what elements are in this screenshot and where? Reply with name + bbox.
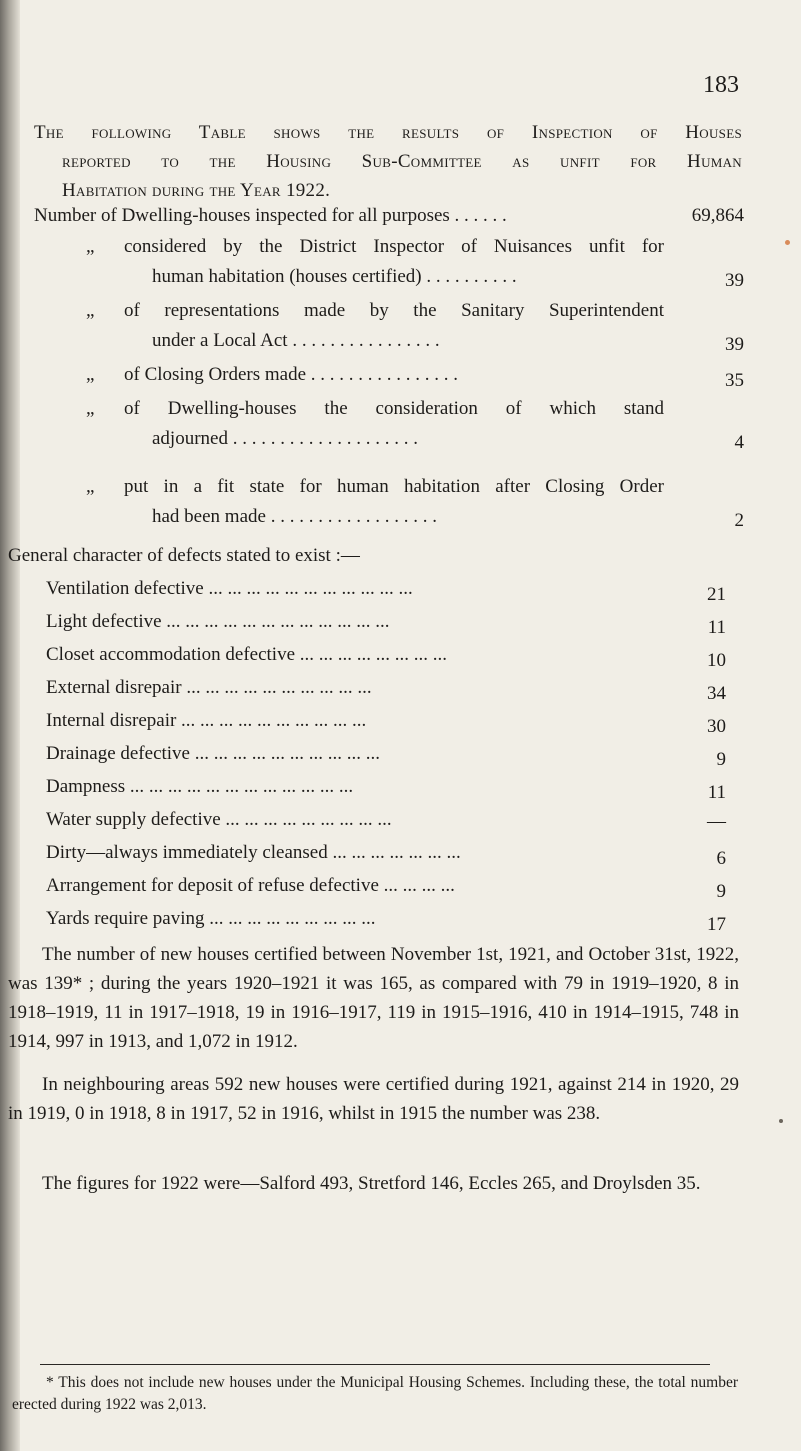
inspection-label: of Dwelling-houses the consideration of which stand <box>124 398 664 419</box>
defects-heading: General character of defects stated to exist :— <box>8 545 360 566</box>
defect-label: Drainage defective ... ... ... ... ... ... ... ... ... ... <box>46 743 380 764</box>
defect-label: Ventilation defective ... ... ... ... ... ... ... ... ... ... ... <box>46 578 413 599</box>
inspection-label: put in a fit state for human habitation after Closing Order <box>124 476 664 497</box>
ditto-mark: „ <box>86 300 95 321</box>
footnote: * This does not include new houses under the Municipal Housing Schemes. Including these, the total number erected during 1922 was 2,013. <box>12 1374 738 1413</box>
defect-label: Closet accommodation defective ... ... ... ... ... ... ... ... <box>46 644 448 665</box>
defect-value: 6 <box>716 848 726 869</box>
inspection-value: 69,864 <box>691 205 744 226</box>
title-line-2: reported to the Housing Sub-Committee as unfit for Human <box>62 151 742 172</box>
paper-speck <box>785 240 790 245</box>
ditto-mark: „ <box>86 398 95 419</box>
defect-value: 34 <box>707 683 726 704</box>
inspection-value: 39 <box>725 334 744 355</box>
defect-label: Internal disrepair ... ... ... ... ... ... ... ... ... ... <box>46 710 367 731</box>
page-number: 183 <box>703 72 739 98</box>
inspection-value: 4 <box>734 432 744 453</box>
inspection-label-cont: human habitation (houses certified) . . . . . . . . . . <box>152 266 517 287</box>
ditto-mark: „ <box>86 236 95 257</box>
title-line-3: Habitation during the Year 1922. <box>62 180 331 201</box>
defect-value: 9 <box>716 749 726 770</box>
table-title <box>34 118 742 205</box>
inspection-label: of representations made by the Sanitary Superintendent <box>124 300 664 321</box>
inspection-row <box>34 236 744 300</box>
paragraph-figures-1922: The figures for 1922 were—Salford 493, Stretford 146, Eccles 265, and Droylsden 35. <box>42 1173 701 1194</box>
defect-value: 21 <box>707 584 726 605</box>
defect-value: 10 <box>707 650 726 671</box>
defect-label: Yards require paving ... ... ... ... ... ... ... ... ... <box>46 908 376 929</box>
defect-value: 11 <box>707 617 726 638</box>
inspection-label-cont: had been made . . . . . . . . . . . . . . . . . . <box>152 506 437 527</box>
defect-label: Light defective ... ... ... ... ... ... ... ... ... ... ... ... <box>46 611 390 632</box>
inspection-row <box>34 398 744 462</box>
defect-label: Arrangement for deposit of refuse defective ... ... ... ... <box>46 875 455 896</box>
paper-speck <box>779 1119 783 1123</box>
defect-label: Dampness ... ... ... ... ... ... ... ... ... ... ... ... <box>46 776 354 797</box>
defect-label: Dirty—always immediately cleansed ... ... ... ... ... ... ... <box>46 842 461 863</box>
inspection-label: Number of Dwelling-houses inspected for all purposes . . . . . . <box>34 205 507 226</box>
inspection-label-cont: under a Local Act . . . . . . . . . . . . . . . . <box>152 330 440 351</box>
inspection-value: 39 <box>725 270 744 291</box>
paragraph-new-houses: The number of new houses certified between November 1st, 1921, and October 31st, 1922, was 139* ; during the years 1920–1921 it was 165, as compared with 79 in 1919–1920, 8 in 1918–1919, 11 in 1917–1918, 19 in 1916–1917, 119 in 1915–1916, 410 in 1914–1915, 748 in 1914, 997 in 1913, and 1,072 in 1912. <box>8 944 739 1052</box>
inspection-label: of Closing Orders made . . . . . . . . . . . . . . . . <box>124 364 459 385</box>
title-line-1: The following Table shows the results of Inspection of Houses <box>34 122 742 143</box>
inspection-label-cont: adjourned . . . . . . . . . . . . . . . . . . . . <box>152 428 418 449</box>
defect-value: 11 <box>707 782 726 803</box>
inspection-row <box>34 364 744 398</box>
defect-value: — <box>707 811 726 832</box>
ditto-mark: „ <box>86 476 95 497</box>
paragraph-neighbouring-areas: In neighbouring areas 592 new houses were certified during 1921, against 214 in 1920, 29 in 1919, 0 in 1918, 8 in 1917, 52 in 1916, whilst in 1915 the number was 238. <box>8 1074 739 1124</box>
defect-label: External disrepair ... ... ... ... ... ... ... ... ... ... <box>46 677 372 698</box>
inspection-value: 35 <box>725 370 744 391</box>
inspection-value: 2 <box>734 510 744 531</box>
inspection-row <box>34 476 744 540</box>
defect-value: 9 <box>716 881 726 902</box>
defect-value: 17 <box>707 914 726 935</box>
defect-label: Water supply defective ... ... ... ... ... ... ... ... ... <box>46 809 392 830</box>
defect-value: 30 <box>707 716 726 737</box>
footnote-rule <box>40 1364 710 1365</box>
inspection-row <box>34 205 744 239</box>
inspection-label: considered by the District Inspector of Nuisances unfit for <box>124 236 664 257</box>
ditto-mark: „ <box>86 364 95 385</box>
inspection-row <box>34 300 744 364</box>
